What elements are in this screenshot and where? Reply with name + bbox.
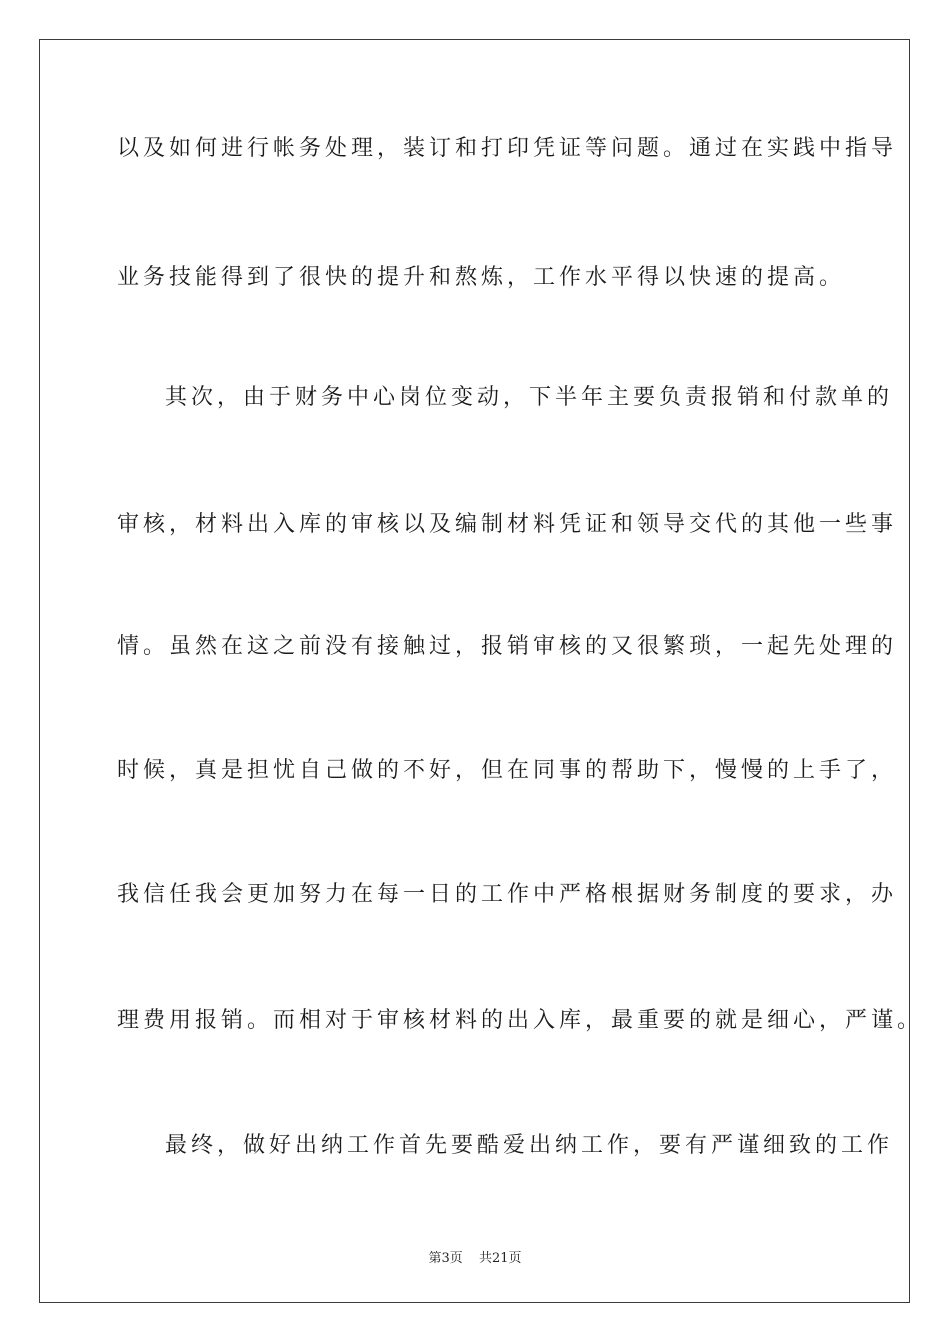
total-pages: 共21页 (478, 1251, 522, 1266)
text-line-2: 业务技能得到了很快的提升和熬炼，工作水平得以快速的提高。 (117, 265, 846, 290)
text-line-5: 情。虽然在这之前没有接触过，报销审核的又很繁琐，一起先处理的 (117, 634, 898, 659)
page-number: 第3页 (428, 1251, 463, 1266)
text-line-4: 审核，材料出入库的审核以及编制材料凭证和领导交代的其他一些事 (117, 512, 898, 537)
text-line-7: 我信任我会更加努力在每一日的工作中严格根据财务制度的要求，办 (117, 882, 898, 907)
page-border (39, 39, 924, 1303)
text-line-1: 以及如何进行帐务处理，装订和打印凭证等问题。通过在实践中指导 (117, 136, 898, 161)
text-line-6: 时候，真是担忧自己做的不好，但在同事的帮助下，慢慢的上手了， (117, 758, 898, 783)
text-line-8: 理费用报销。而相对于审核材料的出入库，最重要的就是细心，严谨。 (117, 1008, 924, 1033)
text-line-9-paragraph-start: 最终，做好出纳工作首先要酷爱出纳工作，要有严谨细致的工作 (165, 1133, 894, 1158)
page-footer (0, 1247, 950, 1266)
text-line-3-paragraph-start: 其次，由于财务中心岗位变动，下半年主要负责报销和付款单的 (165, 385, 894, 410)
